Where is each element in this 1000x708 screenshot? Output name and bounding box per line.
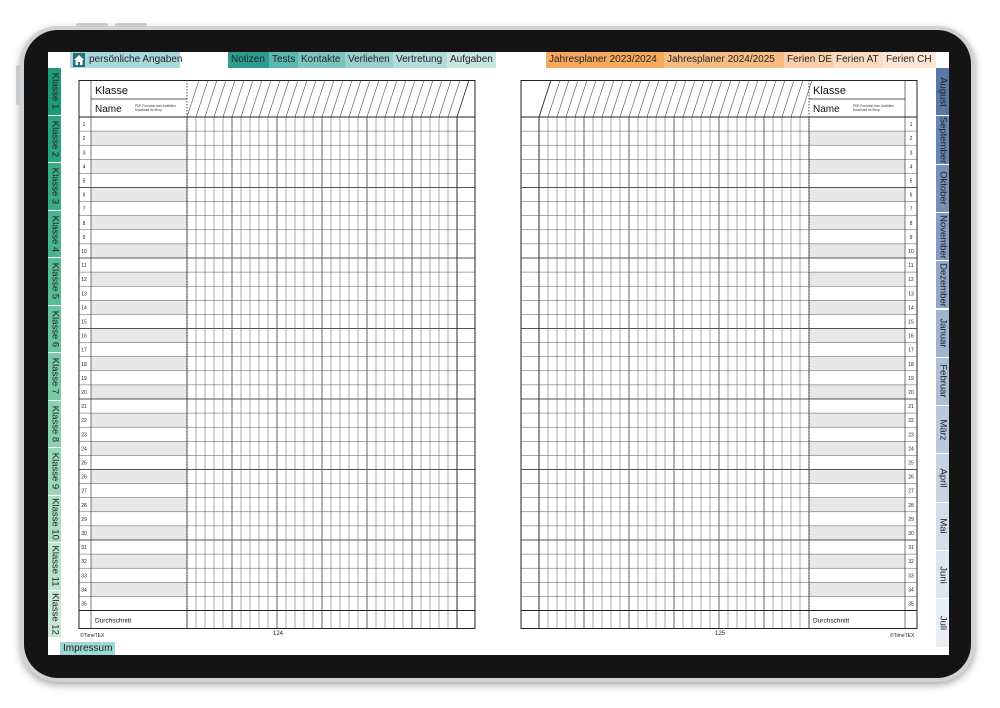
header-diagonal	[241, 80, 253, 117]
row-number: 14	[81, 305, 87, 312]
class-tab-klasse-6[interactable]	[48, 306, 61, 353]
row-number: 29	[81, 516, 87, 523]
name-row-shade	[91, 300, 187, 314]
class-tab-klasse-7[interactable]	[48, 353, 61, 400]
pdf-note: PDF-Formular zum Ausfüllen	[853, 104, 894, 108]
header-diagonal	[557, 80, 569, 117]
month-tab-februar[interactable]	[936, 358, 949, 405]
top-tab-vertretung[interactable]	[393, 52, 447, 68]
row-number: 7	[909, 206, 913, 213]
row-number: 4	[909, 164, 913, 171]
row-number: 11	[908, 263, 914, 270]
row-number: 29	[908, 516, 914, 523]
header-diagonal	[800, 80, 812, 117]
month-tab-juli[interactable]	[936, 599, 949, 646]
top-tab-label: Tests	[272, 54, 296, 65]
header-diagonal	[448, 80, 460, 117]
row-number: 31	[81, 545, 87, 552]
header-diagonal	[457, 80, 469, 117]
header-diagonal	[187, 80, 199, 117]
top-tab-kontakte[interactable]	[298, 52, 345, 68]
row-number: 25	[908, 460, 914, 467]
class-tab-label: Klasse 1	[49, 73, 60, 110]
header-diagonal	[286, 80, 298, 117]
row-number: 22	[908, 418, 914, 425]
top-tab-label: Ferien DE	[787, 54, 833, 65]
row-number: 17	[908, 347, 914, 354]
name-row-shade	[809, 498, 905, 512]
name-label: Name	[813, 104, 840, 115]
volume-button	[76, 23, 108, 27]
header-diagonal	[728, 80, 740, 117]
month-tab-label: März	[937, 419, 948, 441]
header-diagonal	[412, 80, 424, 117]
top-tab-label: Jahresplaner 2023/2024	[549, 54, 657, 65]
month-tab-september[interactable]	[936, 116, 949, 163]
pdf-note: Download im Shop	[135, 108, 162, 112]
header-diagonal	[710, 80, 722, 117]
row-number: 12	[908, 277, 914, 284]
top-tab-label: Ferien AT	[836, 54, 879, 65]
top-tab-jahresplaner-2023-2024[interactable]	[546, 52, 664, 68]
class-tab-label: Klasse 4	[49, 215, 60, 252]
row-number: 9	[82, 234, 86, 241]
header-diagonal	[367, 80, 379, 117]
month-tab-label: Mai	[937, 518, 948, 534]
name-row-shade	[809, 385, 905, 399]
class-tab-klasse-1[interactable]	[48, 68, 61, 115]
row-number: 13	[908, 291, 914, 298]
class-tab-klasse-5[interactable]	[48, 258, 61, 305]
name-row-shade	[809, 329, 905, 343]
name-row-shade	[809, 272, 905, 286]
name-row-shade	[91, 272, 187, 286]
top-tab-label: Notizen	[231, 54, 265, 65]
row-number: 31	[908, 545, 914, 552]
home-icon	[73, 53, 85, 67]
class-tab-klasse-12[interactable]	[48, 591, 61, 638]
durchschnitt-label: Durchschnitt	[813, 617, 850, 625]
header-diagonal	[629, 80, 641, 117]
header-diagonal	[566, 80, 578, 117]
header-diagonal	[791, 80, 803, 117]
header-diagonal	[250, 80, 262, 117]
class-tab-label: Klasse 9	[49, 453, 60, 490]
header-diagonal	[746, 80, 758, 117]
row-number: 2	[909, 136, 913, 143]
month-tab-januar[interactable]	[936, 310, 949, 357]
header-diagonal	[764, 80, 776, 117]
top-tab-ferien-de[interactable]	[784, 52, 833, 68]
top-tab-label: persönliche Angaben	[89, 54, 183, 65]
name-row-shade	[91, 216, 187, 230]
row-number: 8	[909, 220, 913, 227]
month-tab-november[interactable]	[936, 213, 949, 260]
month-tab-label: Januar	[937, 318, 948, 348]
header-diagonal	[683, 80, 695, 117]
name-row-shade	[809, 216, 905, 230]
header-diagonal	[295, 80, 307, 117]
row-number: 34	[81, 587, 87, 594]
name-row-shade	[91, 385, 187, 399]
row-number: 32	[81, 559, 87, 566]
top-tab-label: Kontakte	[301, 54, 341, 65]
page-number-right: 125	[715, 631, 726, 637]
pdf-note: PDF-Formular zum Ausfüllen	[135, 104, 176, 108]
name-row-shade	[809, 582, 905, 596]
row-number: 26	[908, 474, 914, 481]
row-number: 5	[82, 178, 86, 185]
name-row-shade	[809, 554, 905, 568]
header-diagonal	[602, 80, 614, 117]
name-row-shade	[809, 244, 905, 258]
name-row-shade	[809, 441, 905, 455]
class-tab-klasse-3[interactable]	[48, 163, 61, 210]
klasse-label: Klasse	[813, 85, 847, 97]
row-number: 24	[908, 446, 914, 453]
header-diagonal	[304, 80, 316, 117]
header-diagonal	[665, 80, 677, 117]
name-row-shade	[809, 357, 905, 371]
header-diagonal	[638, 80, 650, 117]
grade-sheet-right	[520, 80, 920, 633]
name-row-shade	[91, 582, 187, 596]
row-number: 30	[908, 530, 914, 537]
volume-button	[115, 23, 147, 27]
month-tab-oktober[interactable]	[936, 165, 949, 212]
name-row-shade	[91, 159, 187, 173]
class-tab-klasse-4[interactable]	[48, 211, 61, 258]
row-number: 30	[81, 530, 87, 537]
row-number: 8	[82, 220, 86, 227]
name-row-shade	[91, 357, 187, 371]
header-diagonal	[647, 80, 659, 117]
header-diagonal	[277, 80, 289, 117]
row-number: 23	[81, 432, 87, 439]
row-number: 5	[909, 178, 913, 185]
top-tab-label: Verliehen	[348, 54, 390, 65]
row-number: 21	[81, 404, 87, 411]
header-diagonal	[403, 80, 415, 117]
row-number: 27	[81, 488, 87, 495]
class-tab-klasse-11[interactable]	[48, 543, 61, 590]
class-tab-label: Klasse 2	[49, 120, 60, 157]
row-number: 28	[81, 502, 87, 509]
top-tab-jahresplaner-2024-2025[interactable]	[664, 52, 784, 68]
header-diagonal	[196, 80, 208, 117]
month-tab-label: April	[937, 468, 948, 488]
header-diagonal	[755, 80, 767, 117]
planner-screen	[48, 52, 949, 655]
class-tab-klasse-8[interactable]	[48, 401, 61, 448]
row-number: 15	[81, 319, 87, 326]
header-diagonal	[692, 80, 704, 117]
name-row-shade	[809, 526, 905, 540]
row-number: 17	[81, 347, 87, 354]
name-row-shade	[91, 413, 187, 427]
month-tab-juni[interactable]	[936, 551, 949, 598]
top-tab-label: Jahresplaner 2024/2025	[667, 54, 775, 65]
row-number: 3	[82, 150, 86, 157]
class-tab-label: Klasse 3	[49, 168, 60, 205]
month-tab-label: Juli	[937, 615, 948, 631]
top-tab-ferien-at[interactable]	[833, 52, 883, 68]
row-number: 19	[908, 375, 914, 382]
header-diagonal	[259, 80, 271, 117]
header-diagonal	[773, 80, 785, 117]
row-number: 25	[81, 460, 87, 467]
top-tab-aufgaben[interactable]	[447, 52, 496, 68]
header-diagonal	[394, 80, 406, 117]
row-number: 9	[909, 234, 913, 241]
class-tab-klasse-2[interactable]	[48, 116, 61, 163]
class-tab-label: Klasse 10	[49, 497, 60, 540]
header-diagonal	[331, 80, 343, 117]
top-tab-persönliche-angaben[interactable]	[70, 52, 183, 68]
name-row-shade	[809, 188, 905, 202]
header-diagonal	[782, 80, 794, 117]
name-row-shade	[809, 413, 905, 427]
month-tab-label: Dezember	[937, 262, 948, 307]
month-tab-august[interactable]	[936, 68, 949, 115]
name-row-shade	[91, 131, 187, 145]
row-number: 16	[908, 333, 914, 340]
header-diagonal	[376, 80, 388, 117]
class-tab-label: Klasse 7	[49, 358, 60, 395]
row-number: 22	[81, 418, 87, 425]
klasse-label: Klasse	[95, 85, 129, 97]
row-number: 20	[81, 389, 87, 396]
month-tab-märz[interactable]	[936, 406, 949, 453]
header-diagonal	[340, 80, 352, 117]
row-number: 24	[81, 446, 87, 453]
name-row-shade	[809, 300, 905, 314]
name-row-shade	[91, 244, 187, 258]
header-diagonal	[439, 80, 451, 117]
class-tab-label: Klasse 8	[49, 405, 60, 442]
header-diagonal	[313, 80, 325, 117]
row-number: 35	[908, 601, 914, 608]
header-diagonal	[701, 80, 713, 117]
row-number: 32	[908, 559, 914, 566]
top-tab-verliehen[interactable]	[345, 52, 393, 68]
header-diagonal	[421, 80, 433, 117]
row-number: 7	[82, 206, 86, 213]
header-diagonal	[620, 80, 632, 117]
row-number: 19	[81, 375, 87, 382]
header-diagonal	[593, 80, 605, 117]
grade-sheet-left	[78, 80, 478, 633]
row-number: 2	[82, 136, 86, 143]
row-number: 28	[908, 502, 914, 509]
name-row-shade	[809, 159, 905, 173]
name-row-shade	[91, 188, 187, 202]
header-diagonal	[548, 80, 560, 117]
header-diagonal	[268, 80, 280, 117]
row-number: 3	[909, 150, 913, 157]
header-diagonal	[322, 80, 334, 117]
month-tab-label: November	[937, 214, 948, 259]
row-number: 34	[908, 587, 914, 594]
month-tab-label: Oktober	[937, 171, 948, 206]
side-button	[16, 65, 20, 105]
class-tab-label: Klasse 5	[49, 263, 60, 300]
row-number: 18	[81, 361, 87, 368]
name-row-shade	[91, 554, 187, 568]
top-tab-ferien-ch[interactable]	[883, 52, 936, 68]
row-number: 15	[908, 319, 914, 326]
row-number: 10	[81, 248, 87, 255]
class-tab-label: Klasse 6	[49, 310, 60, 347]
row-number: 4	[82, 164, 86, 171]
month-tab-dezember[interactable]	[936, 261, 949, 308]
durchschnitt-label: Durchschnitt	[95, 617, 132, 625]
top-tab-label: Vertretung	[396, 54, 443, 65]
month-tab-label: Juni	[937, 565, 948, 584]
month-tab-label: August	[937, 76, 948, 107]
pdf-note: Download im Shop	[853, 108, 880, 112]
name-row-shade	[91, 526, 187, 540]
header-diagonal	[214, 80, 226, 117]
header-diagonal	[539, 80, 551, 117]
row-number: 14	[908, 305, 914, 312]
row-number: 27	[908, 488, 914, 495]
impressum-tab[interactable]: Impressum	[60, 642, 115, 655]
row-number: 35	[81, 601, 87, 608]
header-diagonal	[575, 80, 587, 117]
row-number: 6	[82, 192, 86, 199]
row-number: 26	[81, 474, 87, 481]
top-tab-tests[interactable]	[269, 52, 298, 68]
name-label: Name	[95, 104, 122, 115]
row-number: 16	[81, 333, 87, 340]
header-diagonal	[656, 80, 668, 117]
row-number: 1	[909, 122, 913, 129]
header-diagonal	[223, 80, 235, 117]
header-diagonal	[232, 80, 244, 117]
header-diagonal	[737, 80, 749, 117]
header-diagonal	[205, 80, 217, 117]
class-tab-klasse-9[interactable]	[48, 448, 61, 495]
name-row-shade	[809, 131, 905, 145]
class-tab-klasse-10[interactable]	[48, 496, 61, 543]
month-tab-label: September	[937, 116, 948, 164]
name-row-shade	[91, 441, 187, 455]
header-diagonal	[584, 80, 596, 117]
month-tab-label: Februar	[937, 364, 948, 399]
name-row-shade	[91, 498, 187, 512]
month-tab-april[interactable]	[936, 454, 949, 501]
row-number: 33	[908, 573, 914, 580]
row-number: 6	[909, 192, 913, 199]
class-tab-label: Klasse 12	[49, 592, 60, 635]
row-number: 1	[82, 122, 86, 129]
page-number-left: 124	[273, 631, 284, 637]
name-row-shade	[91, 470, 187, 484]
header-diagonal	[430, 80, 442, 117]
row-number: 18	[908, 361, 914, 368]
top-tab-label: Aufgaben	[450, 54, 493, 65]
row-number: 23	[908, 432, 914, 439]
header-diagonal	[611, 80, 623, 117]
month-tab-mai[interactable]	[936, 503, 949, 550]
name-row-shade	[91, 329, 187, 343]
header-diagonal	[719, 80, 731, 117]
header-diagonal	[349, 80, 361, 117]
brand-left: ©TimeTEX	[80, 633, 105, 639]
row-number: 13	[81, 291, 87, 298]
header-diagonal	[385, 80, 397, 117]
row-number: 21	[908, 404, 914, 411]
header-diagonal	[674, 80, 686, 117]
row-number: 10	[908, 248, 914, 255]
row-number: 20	[908, 389, 914, 396]
brand-right: ©TimeTEX	[890, 633, 915, 639]
class-tab-label: Klasse 11	[49, 545, 60, 587]
row-number: 11	[81, 263, 87, 270]
top-tab-label: Ferien CH	[886, 54, 932, 65]
row-number: 33	[81, 573, 87, 580]
name-row-shade	[809, 470, 905, 484]
header-diagonal	[358, 80, 370, 117]
top-tab-notizen[interactable]	[228, 52, 269, 68]
row-number: 12	[81, 277, 87, 284]
